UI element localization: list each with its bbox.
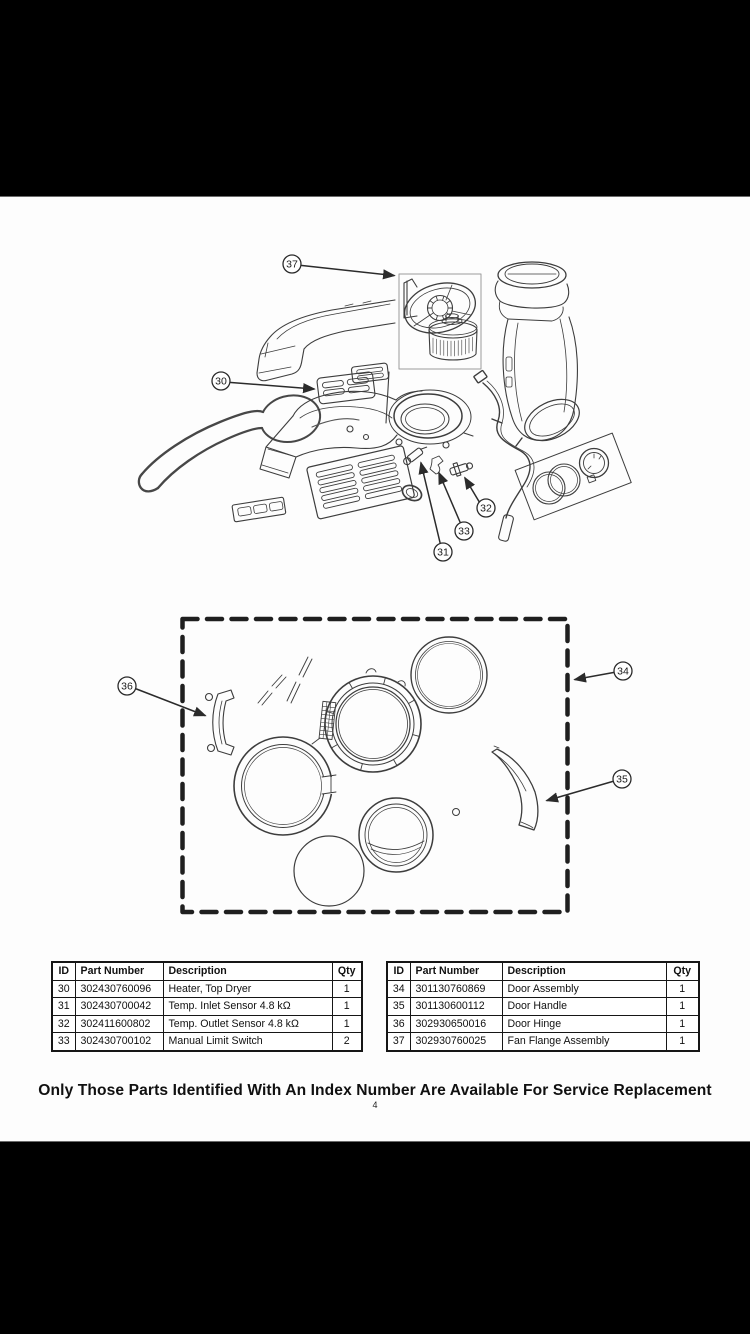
door-glass-drawing	[359, 798, 433, 872]
table-cell: 1	[666, 980, 699, 998]
hinge-screws-drawing	[258, 657, 312, 705]
table-cell: Manual Limit Switch	[163, 1033, 332, 1051]
door-hinge-drawing	[206, 690, 235, 755]
table-row	[387, 998, 699, 1016]
table-cell: 1	[332, 998, 362, 1016]
table-cell: 1	[666, 1033, 699, 1051]
column-header-id: ID	[52, 962, 75, 980]
column-header-description: Description	[502, 962, 666, 980]
table-cell: 36	[387, 1015, 410, 1033]
callout-33	[455, 522, 473, 540]
table-cell: 302930650016	[410, 1015, 502, 1033]
handle-screw-drawing	[453, 809, 460, 816]
table-row	[387, 980, 699, 998]
element-plate-drawing	[232, 445, 424, 522]
temp-sensors-drawing	[402, 444, 474, 478]
table-cell: Door Assembly	[502, 980, 666, 998]
top-black-bar	[0, 0, 750, 196]
door-handle-drawing	[453, 746, 538, 830]
heater-diagram-callouts	[212, 255, 495, 561]
svg-text:34: 34	[617, 665, 629, 678]
table-row	[52, 1015, 362, 1033]
door-trim-ring-drawing	[411, 637, 487, 713]
door-seal-drawing	[294, 836, 364, 906]
table-row	[52, 998, 362, 1016]
table-header-row	[52, 962, 362, 980]
table-cell: 1	[666, 998, 699, 1016]
door-exploded-diagram	[118, 619, 632, 912]
inlet-hose-drawing	[139, 395, 359, 491]
top-duct-drawing	[257, 300, 395, 381]
svg-text:33: 33	[458, 525, 470, 538]
door-inner-ring-drawing	[319, 669, 421, 772]
table-cell: Temp. Inlet Sensor 4.8 kΩ	[163, 998, 332, 1016]
table-cell: 2	[332, 1033, 362, 1051]
heater-element-drawing	[317, 363, 389, 404]
table-cell: 30	[52, 980, 75, 998]
table-cell: 1	[666, 1015, 699, 1033]
table-cell: 302430700102	[75, 1033, 163, 1051]
callout-31	[434, 543, 452, 561]
table-cell: 302411600802	[75, 1015, 163, 1033]
footer-note: Only Those Parts Identified With An Index Number Are Available For Service Replacement	[38, 1082, 712, 1099]
document-page[interactable]	[0, 196, 750, 1142]
table-cell: 1	[332, 980, 362, 998]
table-cell: Heater, Top Dryer	[163, 980, 332, 998]
table-row	[52, 980, 362, 998]
table-cell: Door Handle	[502, 998, 666, 1016]
table-row	[52, 1033, 362, 1051]
table-row	[387, 1015, 699, 1033]
heater-exploded-diagram	[139, 255, 631, 561]
column-header-qty: Qty	[666, 962, 699, 980]
table-row	[387, 1033, 699, 1051]
callout-34	[614, 662, 632, 680]
column-header-part-number: Part Number	[75, 962, 163, 980]
table-cell: Fan Flange Assembly	[502, 1033, 666, 1051]
callout-30	[212, 372, 230, 390]
table-cell: 302930760025	[410, 1033, 502, 1051]
svg-text:30: 30	[215, 375, 227, 388]
table-cell: 35	[387, 998, 410, 1016]
svg-text:32: 32	[480, 502, 492, 515]
air-duct-drawing	[495, 262, 586, 449]
table-cell: 302430700042	[75, 998, 163, 1016]
heater-parts-table	[51, 961, 363, 1052]
callout-35	[613, 770, 631, 788]
door-assembly-boundary	[183, 619, 568, 912]
blower-wheel-drawing	[429, 314, 477, 360]
table-cell: 301130760869	[410, 980, 502, 998]
svg-text:36: 36	[121, 680, 133, 693]
callout-37	[283, 255, 301, 273]
table-cell: 31	[52, 998, 75, 1016]
table-cell: 33	[52, 1033, 75, 1051]
door-frame-drawing	[234, 737, 336, 835]
table-cell: 301130600112	[410, 998, 502, 1016]
fan-flange-box-drawing	[399, 274, 481, 369]
svg-text:37: 37	[286, 258, 298, 271]
page-number: 4	[372, 1100, 378, 1110]
column-header-id: ID	[387, 962, 410, 980]
callout-32	[477, 499, 495, 517]
table-cell: 32	[52, 1015, 75, 1033]
table-header-row	[387, 962, 699, 980]
column-header-description: Description	[163, 962, 332, 980]
column-header-part-number: Part Number	[410, 962, 502, 980]
table-cell: Door Hinge	[502, 1015, 666, 1033]
table-cell: 37	[387, 1033, 410, 1051]
callout-36	[118, 677, 136, 695]
table-cell: 302430760096	[75, 980, 163, 998]
table-cell: 1	[332, 1015, 362, 1033]
svg-text:31: 31	[437, 546, 449, 559]
bottom-black-bar	[0, 1142, 750, 1334]
svg-text:35: 35	[616, 773, 628, 786]
column-header-qty: Qty	[332, 962, 362, 980]
door-parts-table	[386, 961, 700, 1052]
table-cell: 34	[387, 980, 410, 998]
table-cell: Temp. Outlet Sensor 4.8 kΩ	[163, 1015, 332, 1033]
